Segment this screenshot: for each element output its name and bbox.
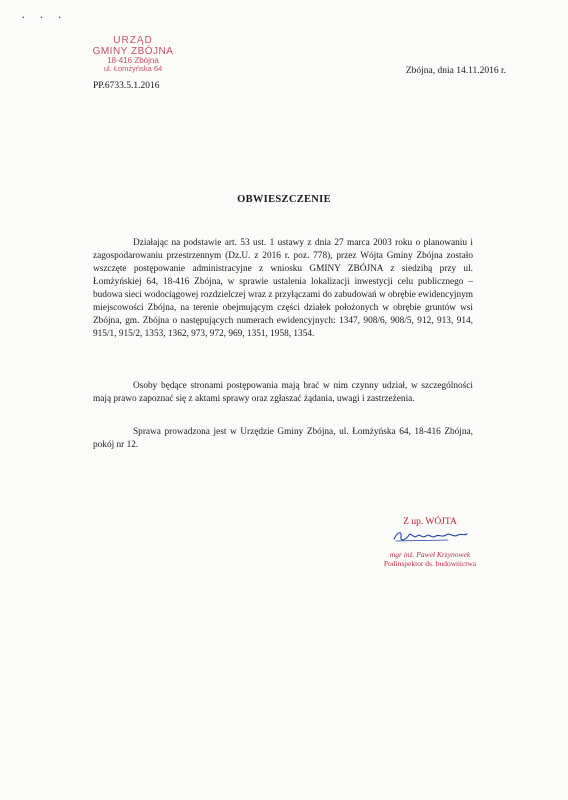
signature-block: [360, 517, 500, 568]
paragraph-3: [93, 426, 473, 452]
on-behalf-label: Z up. WÓJTA: [403, 517, 457, 527]
document-title: OBWIESZCZENIE: [237, 194, 331, 205]
paragraph-2: [93, 380, 473, 406]
stamp-line-3: 18-416 Zbójna: [107, 56, 159, 65]
signatory-name: mgr inż. Paweł Krzynowek: [389, 550, 471, 559]
stamp-line-4: ul. Łomżyńska 64: [103, 64, 163, 74]
scan-dots: • • •: [22, 14, 68, 22]
stamp-line-1: URZĄD: [113, 35, 153, 46]
office-stamp: [80, 36, 186, 73]
handwritten-signature: [390, 528, 470, 544]
place-date: Zbójna, dnia 14.11.2016 r.: [405, 66, 506, 76]
stamp-line-2: GMINY ZBÓJNA: [92, 45, 174, 57]
paragraph-text: Działając na podstawie art. 53 ust. 1 ustawy z dnia 27 marca 2003 roku o planowaniu i zagospodarowaniu przestrzennym (Dz.U. z 2016 r. poz. 778), przez Wójta Gminy Zbójna zostało wszczęte postępowanie administracyjne z wniosku GMINY ZBÓJNA z siedzibą przy ul. Łomżyńskiej 64, 18-416 Zbójna, w sprawie ustalenia lokalizacji inwestycji celu publicznego – budowa sieci wodociągowej rozdzielczej wraz z przyłączami do zabudowań w obrębie ewidencyjnym miejscowości Zbójna, na terenie obejmującym części działek położonych w obrębie gruntów wsi Zbójna, gm. Zbójna o następujących numerach ewidencyjnych: 1347, 908/6, 908/5, 912, 913, 914, 915/1, 915/2, 1353, 1362, 973, 972, 969, 1351, 1958, 1354.: [93, 238, 473, 339]
paragraph-text: Osoby będące stronami postępowania mają brać w nim czynny udział, w szczególności mają prawo zapoznać się z aktami sprawy oraz zgłaszać żądania, uwagi i zastrzeżenia.: [93, 381, 473, 404]
paragraph-text: Sprawa prowadzona jest w Urzędzie Gminy Zbójna, ul. Łomżyńska 64, 18-416 Zbójna, pokój nr 12.: [93, 427, 473, 450]
signatory-role: Podinspektor ds. budownictwa: [383, 559, 477, 568]
reference-number: PP.6733.5.1.2016: [93, 81, 160, 91]
paragraph-1: [93, 237, 473, 341]
